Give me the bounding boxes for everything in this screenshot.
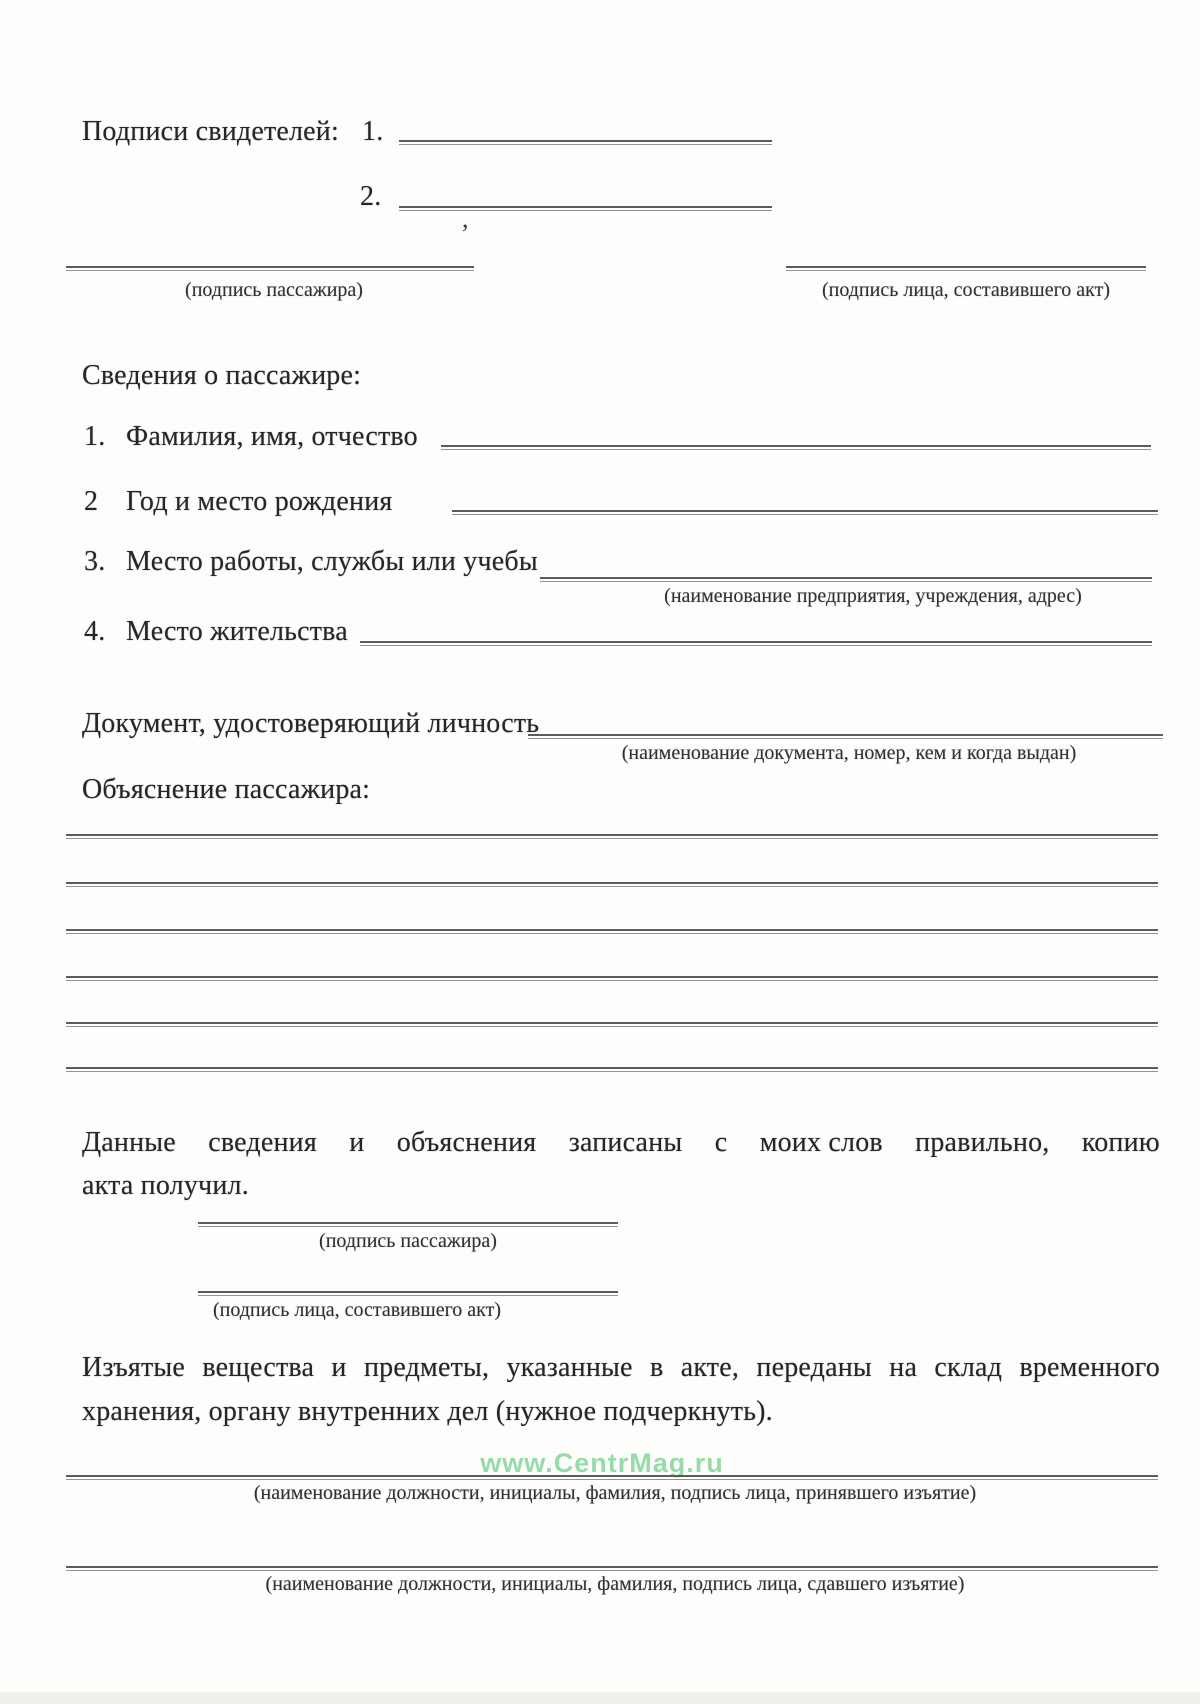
scan-edge-strip: [0, 1692, 1200, 1704]
item-3-label: Место работы, службы или учебы: [126, 546, 538, 577]
word: моих слов: [759, 1127, 883, 1158]
witness-1-number: 1.: [362, 116, 384, 147]
seizure-received-signature-caption: (наименование должности, инициалы, фамилия, подпись лица, принявшего изъятие): [253, 1482, 977, 1504]
word: указанные: [506, 1352, 633, 1383]
explanation-line: [66, 882, 1158, 887]
word: акте,: [680, 1352, 740, 1383]
witness-signatures-label: Подписи свидетелей:: [82, 116, 339, 147]
word: Данные: [82, 1127, 176, 1158]
word: правильно,: [915, 1127, 1050, 1158]
item-4-number: 4.: [84, 616, 106, 647]
identity-document-label: Документ, удостоверяющий личность: [82, 708, 540, 739]
item-1-label: Фамилия, имя, отчество: [126, 421, 418, 452]
word: записаны: [568, 1127, 683, 1158]
seizure-text-line-2: хранения, органу внутренних дел (нужное подчеркнуть).: [82, 1396, 773, 1427]
seizure-text-line-1: [82, 1352, 1160, 1384]
explanation-line: [66, 929, 1158, 934]
passenger-signature-caption: (подпись пассажира): [185, 279, 363, 301]
item-4-label: Место жительства: [126, 616, 348, 647]
item-1-fill-line: [441, 445, 1151, 450]
word: склад: [934, 1352, 1003, 1383]
word: копию: [1081, 1127, 1160, 1158]
explanation-line: [66, 976, 1158, 981]
stray-scan-mark: ,: [462, 204, 469, 233]
word: с: [714, 1127, 728, 1158]
word: объяснения: [396, 1127, 537, 1158]
item-1-number: 1.: [84, 421, 106, 452]
confirmation-compiler-signature-line: [198, 1291, 618, 1296]
compiler-signature-caption: (подпись лица, составившего акт): [821, 279, 1111, 301]
explanation-line: [66, 834, 1158, 839]
word: переданы: [756, 1352, 872, 1383]
item-2-label: Год и место рождения: [126, 486, 393, 517]
confirmation-text-line-1: [82, 1127, 1160, 1159]
word: сведения: [208, 1127, 317, 1158]
witness-2-signature-line: [399, 206, 772, 211]
word: в: [650, 1352, 664, 1383]
passenger-explanation-heading: Объяснение пассажира:: [82, 774, 371, 805]
word: временного: [1019, 1352, 1160, 1383]
item-3-fill-caption: (наименование предприятия, учреждения, адрес): [664, 585, 1082, 607]
witness-1-signature-line: [399, 140, 772, 145]
item-2-number: 2: [84, 486, 99, 517]
word: Изъятые: [82, 1352, 186, 1383]
identity-document-caption: (наименование документа, номер, кем и когда выдан): [621, 742, 1077, 764]
item-3-number: 3.: [84, 546, 106, 577]
word: и: [349, 1127, 365, 1158]
item-4-fill-line: [360, 641, 1152, 646]
passenger-info-heading: Сведения о пассажире:: [82, 360, 362, 391]
confirmation-text-line-2: акта получил.: [82, 1170, 249, 1201]
item-3-fill-line: [540, 577, 1152, 582]
confirmation-passenger-signature-caption: (подпись пассажира): [319, 1230, 497, 1252]
word: вещества: [202, 1352, 315, 1383]
item-2-fill-line: [452, 510, 1158, 515]
passenger-signature-line: [66, 266, 474, 271]
confirmation-passenger-signature-line: [198, 1222, 618, 1227]
word: предметы,: [363, 1352, 490, 1383]
seizure-given-signature-caption: (наименование должности, инициалы, фамилия, подпись лица, сдавшего изъятие): [265, 1573, 965, 1595]
seizure-given-signature-line: [66, 1566, 1158, 1571]
seizure-received-signature-line: [66, 1475, 1158, 1480]
explanation-line: [66, 1067, 1158, 1072]
centrmag-watermark: www.CentrMag.ru: [480, 1448, 724, 1478]
confirmation-compiler-signature-caption: (подпись лица, составившего акт): [212, 1299, 502, 1321]
identity-document-fill-line: [528, 734, 1163, 739]
word: на: [889, 1352, 918, 1383]
explanation-line: [66, 1022, 1158, 1027]
compiler-signature-line: [786, 266, 1146, 271]
word: и: [331, 1352, 347, 1383]
witness-2-number: 2.: [360, 181, 382, 212]
